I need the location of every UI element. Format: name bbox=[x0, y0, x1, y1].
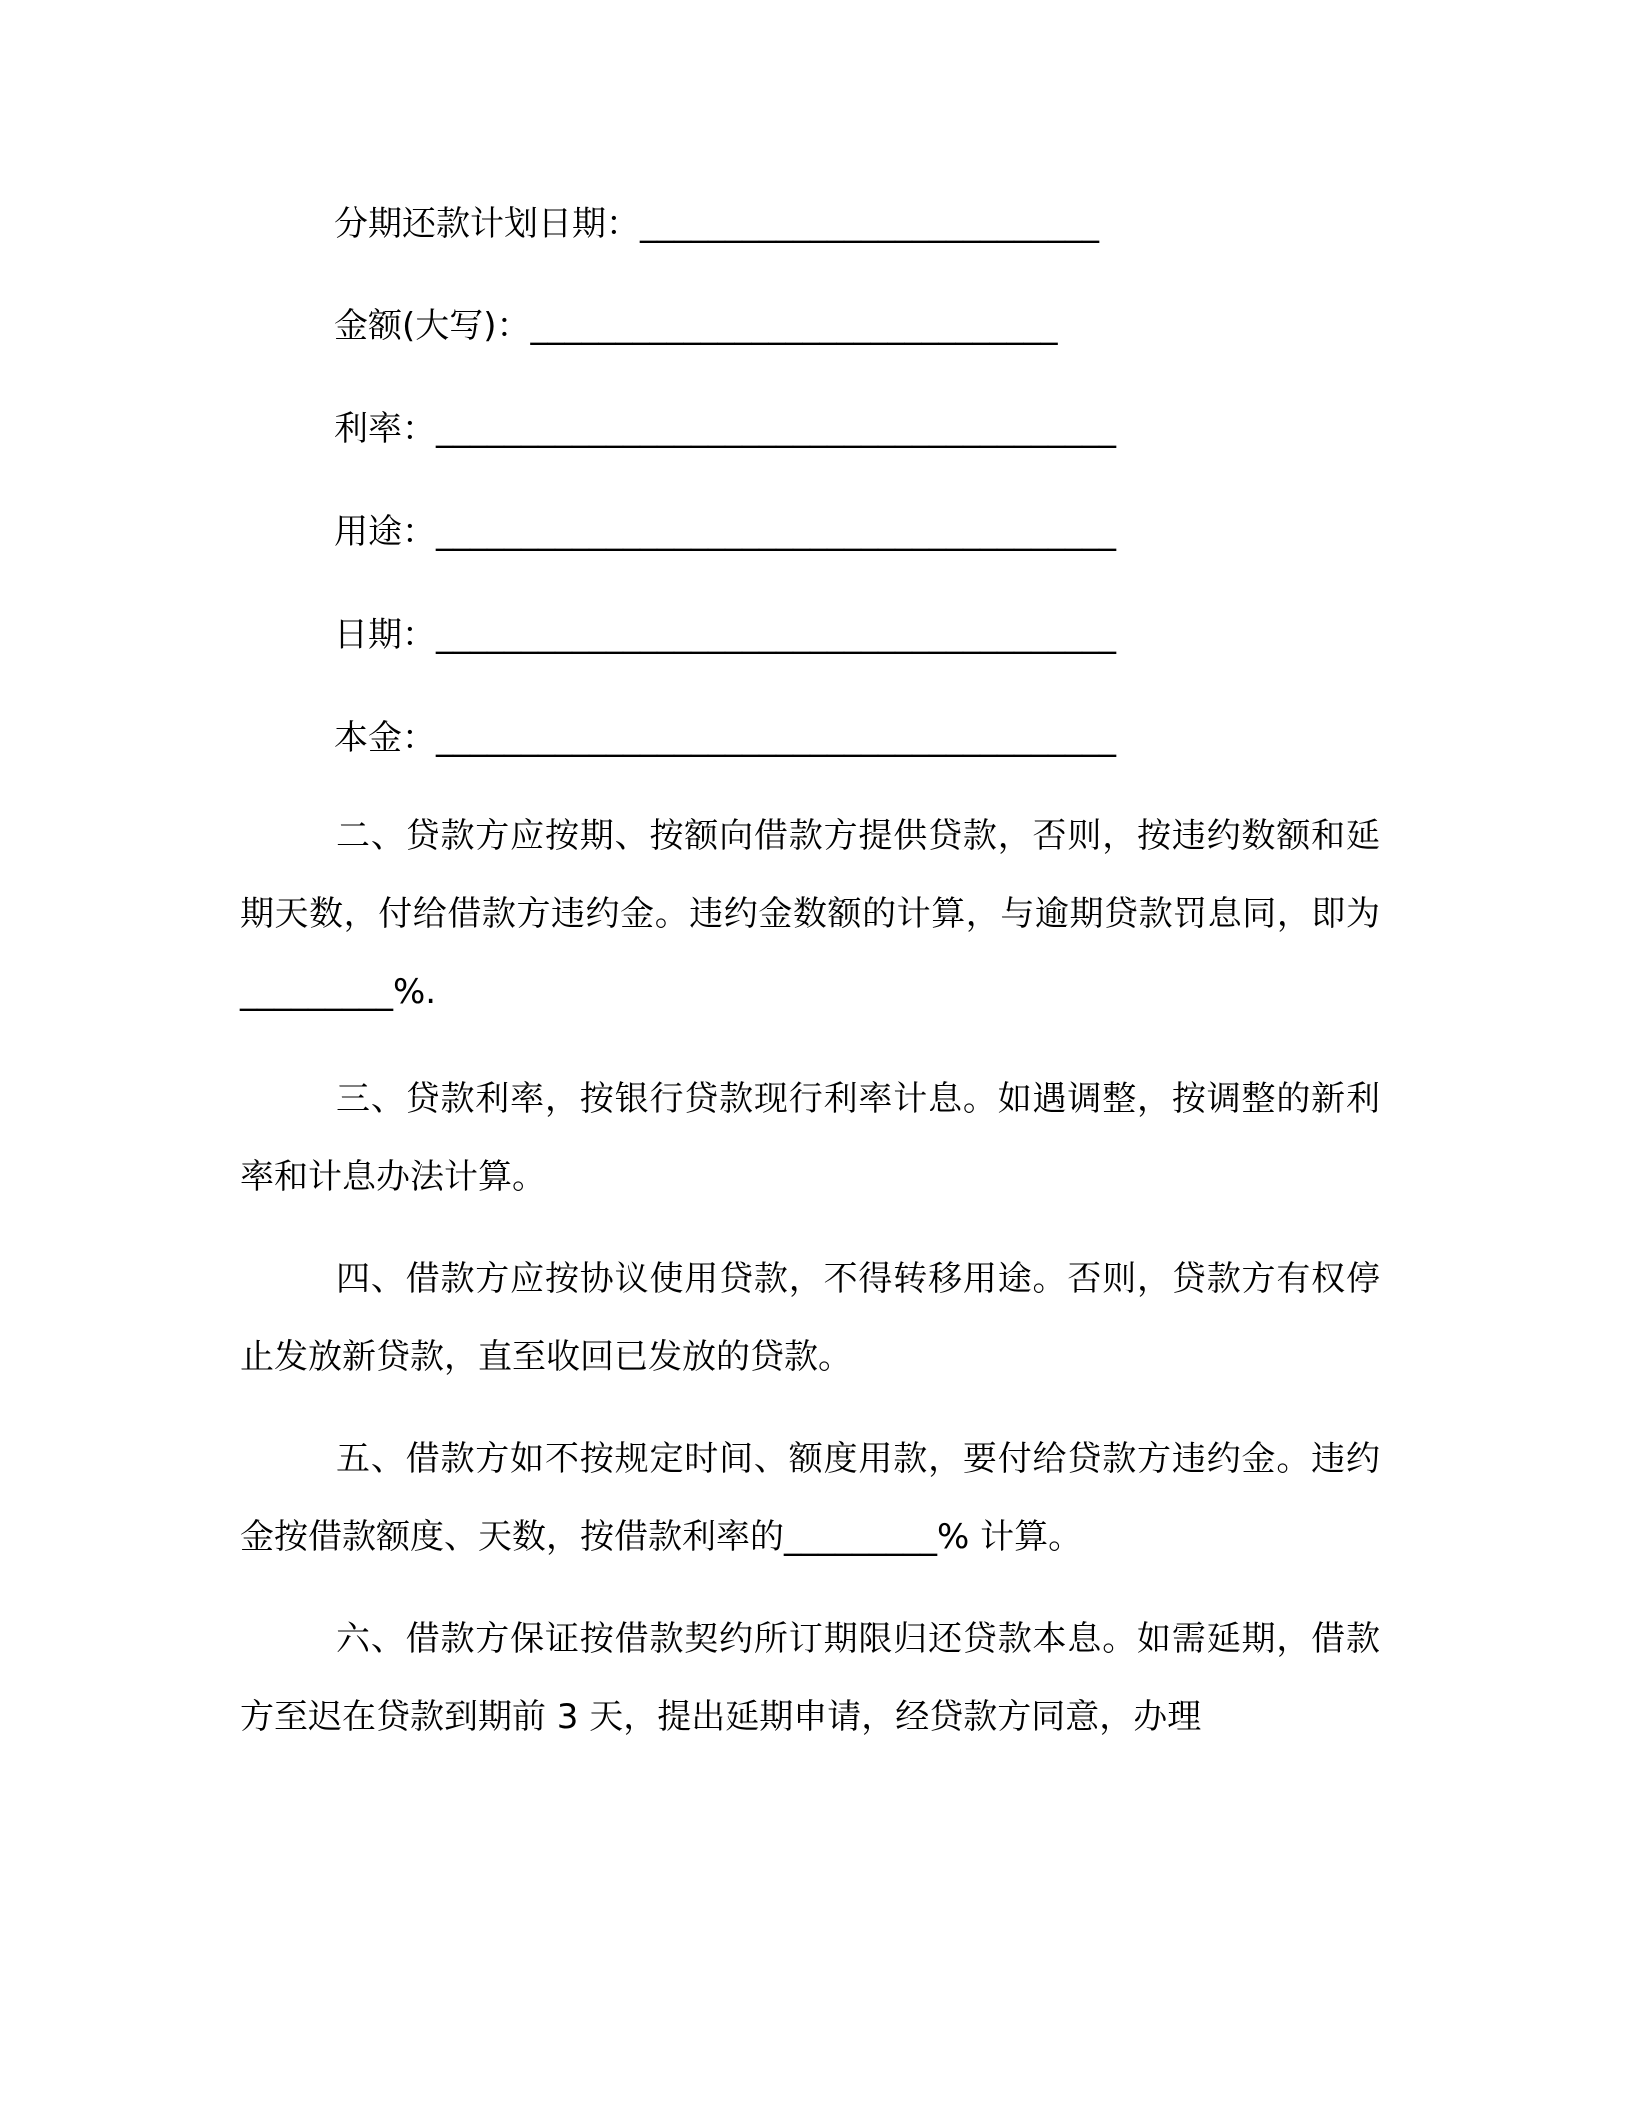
clause-3: 三、贷款利率，按银行贷款现行利率计息。如遇调整，按调整的新利率和计息办法计算。 bbox=[240, 1079, 1380, 1197]
field-label: 分期还款计划日期： bbox=[334, 204, 640, 244]
field-label: 本金： bbox=[334, 718, 436, 758]
field-blank: _______________________________ bbox=[530, 306, 1058, 346]
installment-plan-date-field bbox=[334, 200, 1099, 248]
clause-4: 四、借款方应按协议使用贷款，不得转移用途。否则，贷款方有权停止发放新贷款，直至收回已发放的贷款。 bbox=[240, 1259, 1380, 1377]
field-blank: ________________________________________ bbox=[436, 409, 1116, 449]
field-blank: ________________________________________ bbox=[436, 615, 1116, 655]
field-blank: ________________________________________ bbox=[436, 512, 1116, 552]
clause-5: 五、借款方如不按规定时间、额度用款，要付给贷款方违约金。违约金按借款额度、天数，按借款利率的_________% 计算。 bbox=[240, 1439, 1380, 1557]
amount-uppercase-field bbox=[334, 302, 1058, 350]
date-field bbox=[334, 611, 1116, 659]
field-blank: ___________________________ bbox=[640, 204, 1099, 244]
field-label: 利率： bbox=[334, 409, 436, 449]
clause-2: 二、贷款方应按期、按额向借款方提供贷款，否则，按违约数额和延期天数，付给借款方违约金。违约金数额的计算，与逾期贷款罚息同，即为_________%. bbox=[240, 816, 1380, 1012]
field-label: 用途： bbox=[334, 512, 436, 552]
principal-field bbox=[334, 714, 1116, 762]
field-label: 金额(大写)： bbox=[334, 306, 531, 346]
purpose-field bbox=[334, 508, 1116, 556]
interest-rate-field bbox=[334, 405, 1116, 453]
clause-6: 六、借款方保证按借款契约所订期限归还贷款本息。如需延期，借款方至迟在贷款到期前 3 天，提出延期申请，经贷款方同意，办理 bbox=[240, 1619, 1380, 1737]
field-label: 日期： bbox=[334, 615, 436, 655]
field-blank: ________________________________________ bbox=[436, 718, 1116, 758]
